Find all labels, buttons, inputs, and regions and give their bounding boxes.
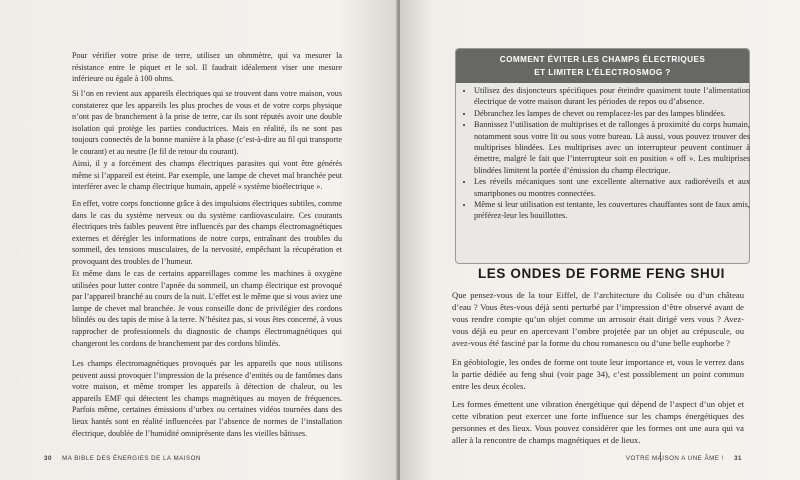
list-item: • Utilisez des disjoncteurs spécifiques pour éteindre quasiment toute l’alimentation électrique de votre maison durant les périodes de repos ou d’absence.: [474, 85, 750, 108]
list-item: • Même si leur utilisation est tentante, les couvertures chauffantes sont de faux amis, préférez-leur les bouillottes.: [474, 199, 750, 222]
section-heading: LES ONDES DE FORME FENG SHUI: [477, 266, 726, 281]
body-paragraph: Ainsi, il y a forcément des champs électriques parasites qui vont être générés même si l’appareil est éteint. Par exemple, une lampe de chevet mal branchée peut interférer avec le champ électrique humain, appelé « système bioélectrique ».: [72, 159, 342, 192]
page-footer: [626, 455, 742, 462]
list-item: • Bannissez l’utilisation de multiprises et de rallonges à proximité du corps humain, notamment sous votre lit ou sous votre bureau. Là aussi, vous pouvez trouver des multiprises blindées. Les multiprises avec un interrupteur peuvent continuer à émettre, malgré le fait que l’interrupteur soit en position « off ». Les multiprises blindées limitent la portée d’émission du champ électrique.: [474, 119, 750, 176]
list-item: • Débranchez les lampes de chevet ou remplacez-les par des lampes blindées.: [474, 108, 750, 119]
page-number: 31: [734, 455, 742, 462]
tips-box: [455, 48, 750, 264]
body-paragraph: Les formes émettent une vibration énergétique qui dépend de l’aspect d’un objet et cette vibration peut exercer une forte influence sur les champs énergétiques des personnes et des lieux. Vous pouvez considérer que les formes ont une aura qui va aller à la rencontre de champs magnétiques et de lieux.: [452, 399, 744, 446]
running-title: MA BIBLE DES ÉNERGIES DE LA MAISON: [62, 455, 201, 462]
body-paragraph: Les champs électromagnétiques provoqués par les appareils que nous utilisons peuvent aussi provoquer l’impression de la présence d’entités ou de fantômes dans votre maison, et même tromper les appareils à détection de chaleur, ou les appareils EMF qui détectent les champs magnétiques au moyen de fréquences. Parfois même, certaines émissions d’urbex ou certaines vidéos tournées dans des lieux hantés sont en réalité influencées par l’absence de normes de l’installation électrique, doublée de l’humidité omniprésente dans les vieilles bâtisses.: [72, 359, 342, 438]
tips-box-title: COMMENT ÉVITER LES CHAMPS ÉLECTRIQUES ET LIMITER L’ÉLECTROSMOG ?: [456, 49, 749, 83]
tips-list: [456, 85, 750, 222]
body-paragraph: Et même dans le cas de certains appareillages comme les machines à oxygène utilisées pour lutter contre l’apnée du sommeil, un champ électrique est provoqué par l’appareil branché au cours de la nuit. L’effet est le même que si vous aviez une lampe de chevet mal branchée. Je vous conseille donc de privilégier des cordons blindés ou des tapis de mise à la terre. N’hésitez pas, si vous êtes concerné, à vous rapprocher de professionnels du diagnostic de champs électromagnétiques qui changeront les cordons de branchement par des cordons blindés.: [72, 269, 342, 348]
body-paragraph: Pour vérifier votre prise de terre, utilisez un ohmmètre, qui va mesurer la résistance entre le piquet et le sol. Il faudrait idéalement viser une mesure inférieure ou égale à 100 ohms.: [72, 51, 342, 84]
left-page: [0, 0, 398, 480]
page-footer: [44, 455, 201, 462]
body-paragraph: Que pensez-vous de la tour Eiffel, de l’architecture du Colisée ou d’un château d’eau ? Vous êtes-vous déjà senti perturbé par l’impression d’être observé avant de vous rendre compte qu’un objet comme un arrosoir était dirigé vers vous ? Avez-vous déjà eu peur en apercevant l’ombre projetée par un objet au crépuscule, ou avez-vous été fasciné par la forme du chou romanesco ou d’une belle euphorbe ?: [452, 290, 744, 349]
body-paragraph: Si l’on en revient aux appareils électriques qui se trouvent dans votre maison, vous constaterez que les appareils les plus proches de vous et de votre corps physique n’ont pas de branchement à la prise de terre, car ils sont réputés avoir une double isolation qui protège les parties conductrices. Mais en réalité, ils ne sont pas toujours connectés de la bonne manière à la phase (c’est-à-dire au fil qui transporte le courant) et au neutre (le fil de retour du courant).: [72, 89, 342, 156]
body-paragraph: En géobiologie, les ondes de forme ont toute leur importance et, vous le verrez dans la partie dédiée au feng shui (voir page 34), c’est possiblement un point commun entre les deux écoles.: [452, 357, 744, 392]
list-item: • Les réveils mécaniques sont une excellente alternative aux radioréveils et aux smartphones ou montres connectées.: [474, 176, 750, 199]
page-number: 30: [44, 455, 52, 462]
body-paragraph: En effet, votre corps fonctionne grâce à des impulsions électriques subtiles, comme dans le cas du système nerveux ou du système cardiovasculaire. Ces courants électriques très faibles peuvent être influencés par des champs électromagnétiques externes et dérégler les informations de notre corps, entraînant des troubles du sommeil, des tensions musculaires, de la nervosité, empêchant la récupération et provoquant des troubles de l’humeur.: [72, 199, 342, 266]
running-title: VOTRE MAISON A UNE ÂME !: [625, 455, 724, 462]
